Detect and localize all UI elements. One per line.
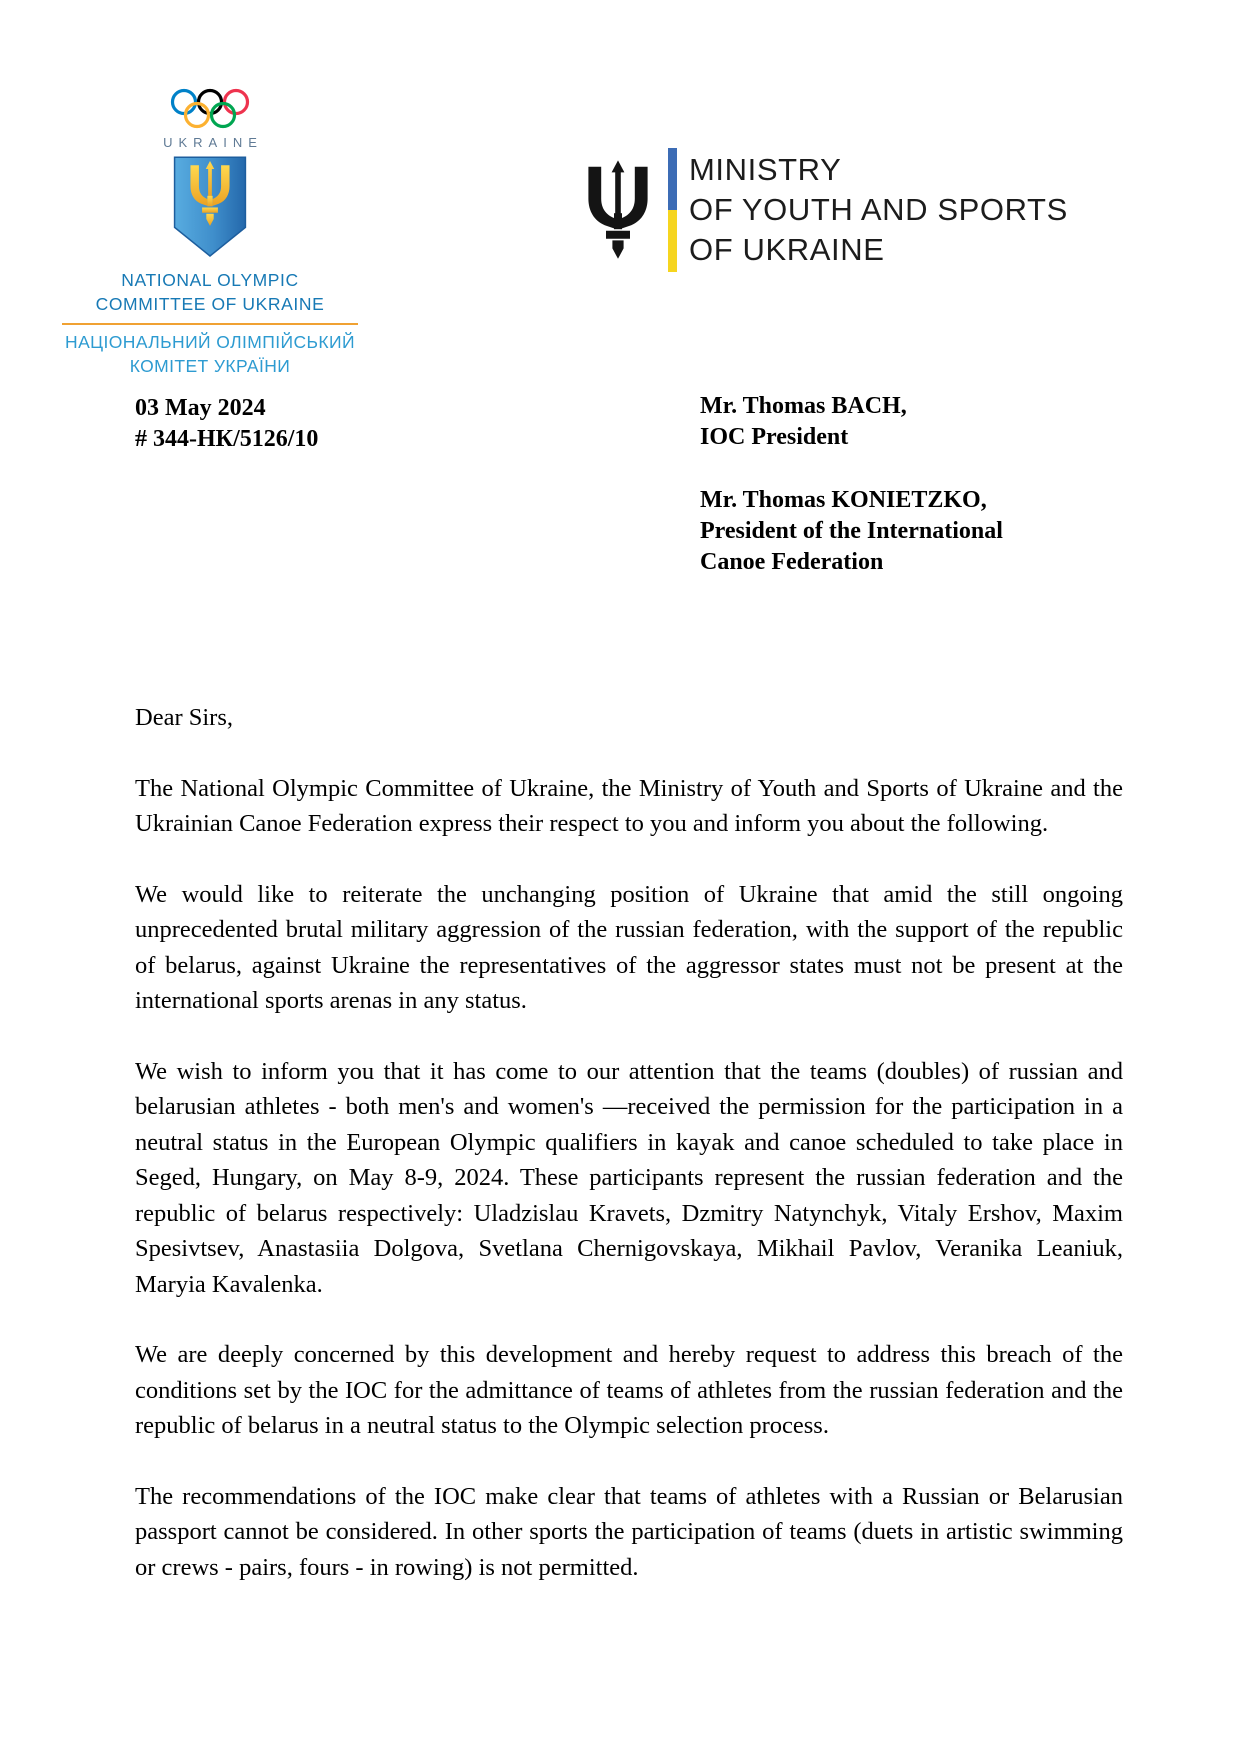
ministry-name-line2: OF YOUTH AND SPORTS: [689, 192, 1068, 227]
recipient-bach: [700, 391, 1060, 453]
paragraph-2: We would like to reiterate the unchanging position of Ukraine that amid the still ongoing unprecedented brutal military aggression of the russian federation, with the support of the republic of belarus, against Ukraine the representatives of the aggressor states must not be present at the international sports arenas in any status.: [135, 880, 1123, 1014]
noc-logo-block: [55, 88, 365, 378]
flag-bar-yellow: [668, 210, 677, 272]
ministry-name: [689, 150, 1068, 270]
letter-date: 03 May 2024: [135, 395, 266, 421]
noc-name-english-line2: COMMITTEE OF UKRAINE: [95, 294, 325, 314]
letter-body: [135, 700, 1123, 1620]
recipient-title: IOC President: [700, 424, 849, 450]
paragraph-1: The National Olympic Committee of Ukraine, the Ministry of Youth and Sports of Ukraine and the Ukrainian Canoe Federation express their respect to you and inform you about the following.: [135, 774, 1123, 837]
noc-shield-trident-icon: [172, 155, 248, 259]
noc-country-label: UKRAINE: [163, 135, 263, 150]
noc-name-ukrainian-line1: НАЦІОНАЛЬНИЙ ОЛІМПІЙСЬКИЙ: [65, 332, 355, 352]
letter-reference-number: # 344-НК/5126/10: [135, 426, 319, 452]
paragraph-5: The recommendations of the IOC make clear that teams of athletes with a Russian or Belarusian passport cannot be considered. In other sports the participation of teams (duets in artistic swimming or crews - pairs, fours - in rowing) is not permitted.: [135, 1482, 1123, 1581]
olympic-rings-icon: [168, 88, 252, 134]
ukraine-flag-bar: [668, 148, 677, 272]
ministry-trident-icon: [578, 159, 658, 261]
recipient-name: Mr. Thomas BACH,: [700, 393, 907, 419]
noc-name-english-line1: NATIONAL OLYMPIC: [121, 270, 299, 290]
recipient-konietzko: [700, 485, 1060, 578]
recipient-name: Mr. Thomas KONIETZKO,: [700, 487, 987, 513]
recipient-title: President of the International Canoe Federation: [700, 518, 1003, 575]
flag-bar-blue: [668, 148, 677, 210]
salutation: Dear Sirs,: [135, 704, 233, 731]
recipients-block: [700, 391, 1060, 578]
ministry-name-line1: MINISTRY: [689, 152, 842, 187]
noc-name-ukrainian-line2: КОМІТЕТ УКРАЇНИ: [129, 356, 291, 376]
paragraph-3: We wish to inform you that it has come to our attention that the teams (doubles) of russian and belarusian athletes - both men's and women's —received the permission for the participation in a neutral status in the European Olympic qualifiers in kayak and canoe scheduled to take place in Seged, Hungary, on May 8-9, 2024. These participants represent the russian federation and the republic of belarus respectively: Uladzislau Kravets, Dzmitry Natynchyk, Vitaly Ershov, Maxim Spesivtsev, Anastasiia Dolgova, Svetlana Chernigovskaya, Mikhail Pavlov, Veranika Leaniuk, Maryia Kavalenka.: [135, 1057, 1123, 1298]
noc-name-ukrainian: [55, 330, 365, 378]
ministry-logo-block: [578, 148, 1068, 272]
paragraph-4: We are deeply concerned by this development and hereby request to address this breach of the conditions set by the IOC for the admittance of teams of athletes from the russian federation and the republic of belarus in a neutral status to the Olympic selection process.: [135, 1341, 1123, 1439]
noc-name-english: [55, 268, 365, 316]
noc-divider-line: [62, 323, 358, 325]
letter-meta: [135, 393, 318, 455]
ministry-name-line3: OF UKRAINE: [689, 232, 885, 267]
